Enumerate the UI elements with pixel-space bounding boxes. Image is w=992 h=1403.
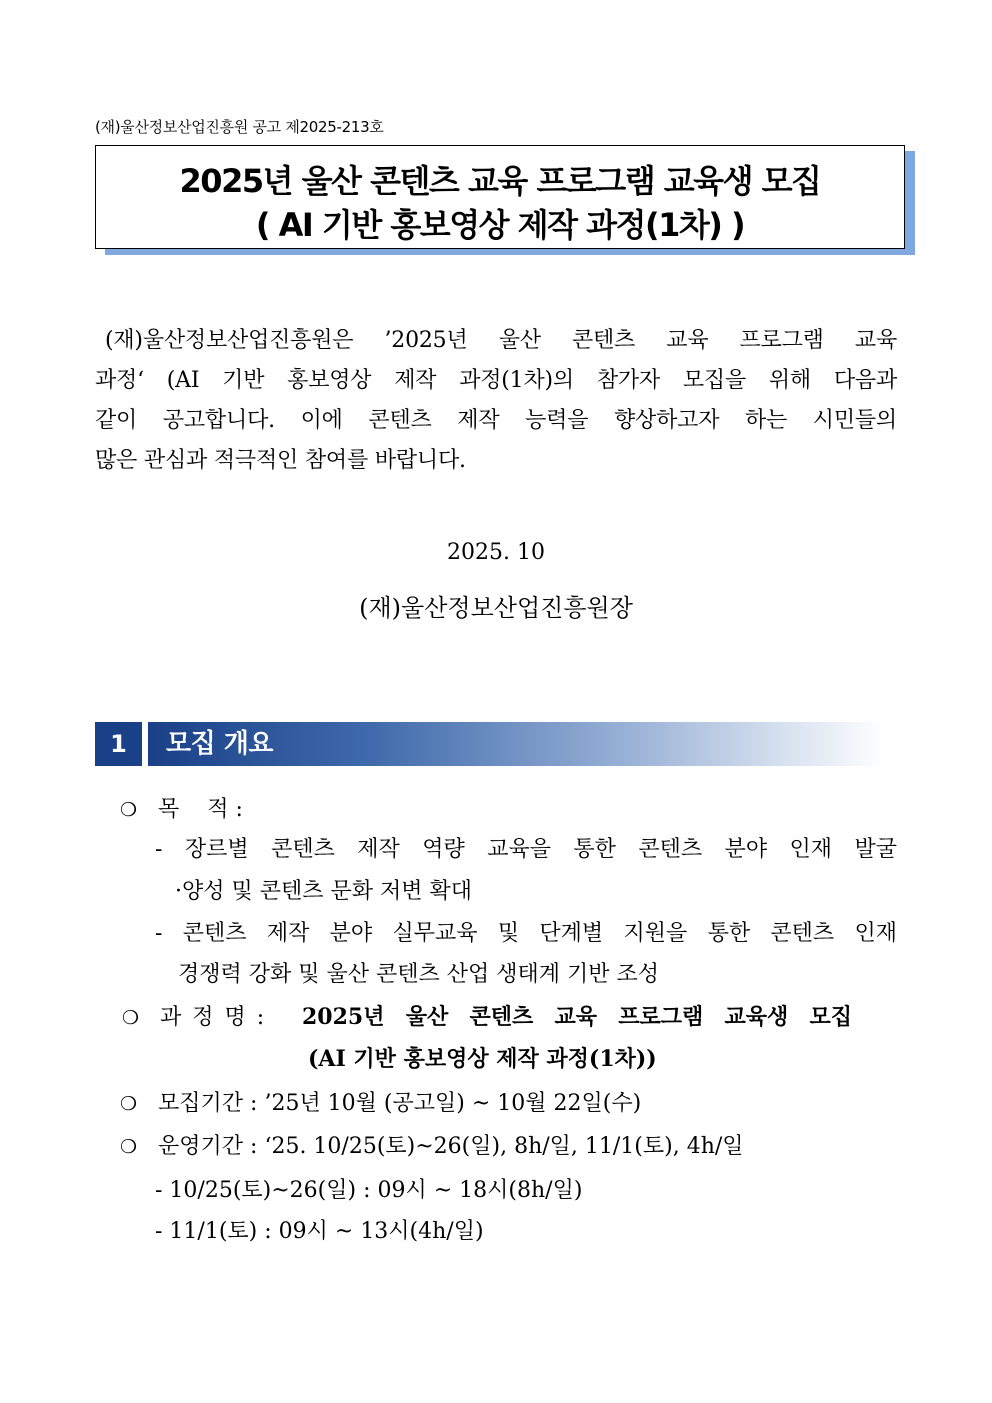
purpose-item-2-line-2: 경쟁력 강화 및 울산 콘텐츠 산업 생태계 기반 조성 [178,962,659,987]
issuer-name: (재)울산정보산업진흥원장 [359,594,633,622]
purpose-item-2-line-1: - 콘텐츠 제작 분야 실무교육 및 단계별 지원을 통한 콘텐츠 인재 [155,921,897,946]
operation-period-row [120,1129,744,1160]
purpose-row [120,792,243,823]
operation-sub-2: - 11/1(토) : 09시 ~ 13시(4h/일) [155,1219,484,1244]
announcement-date: 2025. 10 [447,540,545,565]
purpose-item-1-line-2: ·양성 및 콘텐츠 문화 저변 확대 [175,879,472,904]
section-number: 1 [95,722,142,766]
course-label: 과 정 명 : [160,1005,267,1030]
recruit-period-text: 모집기간 : ’25년 10월 (공고일) ~ 10월 22일(수) [158,1091,642,1116]
section-title: 모집 개요 [166,729,274,759]
title-line-1: 2025년 울산 콘텐츠 교육 프로그램 교육생 모집 [179,162,821,200]
bullet-circle-icon: ❍ [120,1093,138,1115]
title-line-2: ( AI 기반 홍보영상 제작 과정(1차) ) [255,206,745,244]
intro-paragraph [95,321,897,481]
title-box [95,145,905,249]
operation-sub-1: - 10/25(토)~26(일) : 09시 ~ 18시(8h/일) [155,1178,583,1203]
purpose-label: 목 적 : [158,797,243,822]
bullet-circle-icon: ❍ [120,799,138,821]
intro-line-4: 많은 관심과 적극적인 참여를 바랍니다. [95,448,466,473]
intro-line-2: 과정‘ (AI 기반 홍보영상 제작 과정(1차)의 참가자 모집을 위해 다음과 [95,368,897,393]
bullet-circle-icon: ❍ [120,1136,138,1158]
course-value-line-2: (AI 기반 홍보영상 제작 과정(1차)) [308,1046,657,1072]
bullet-circle-icon: ❍ [122,1007,140,1029]
section-title-bar [148,722,885,766]
course-row [122,1000,266,1031]
purpose-item-1-line-1: - 장르별 콘텐츠 제작 역량 교육을 통한 콘텐츠 분야 인재 발굴 [155,837,897,862]
intro-line-1: (재)울산정보산업진흥원은 ’2025년 울산 콘텐츠 교육 프로그램 교육 [105,328,897,353]
intro-line-3: 같이 공고합니다. 이에 콘텐츠 제작 능력을 향상하고자 하는 시민들의 [95,408,897,433]
operation-period-text: 운영기간 : ‘25. 10/25(토)~26(일), 8h/일, 11/1(토), 4h/일 [158,1134,744,1159]
recruit-period-row [120,1086,641,1117]
section-header [95,722,885,766]
notice-number: (재)울산정보산업진흥원 공고 제2025-213호 [95,118,384,136]
course-value-line-1: 2025년 울산 콘텐츠 교육 프로그램 교육생 모집 [302,1004,852,1030]
